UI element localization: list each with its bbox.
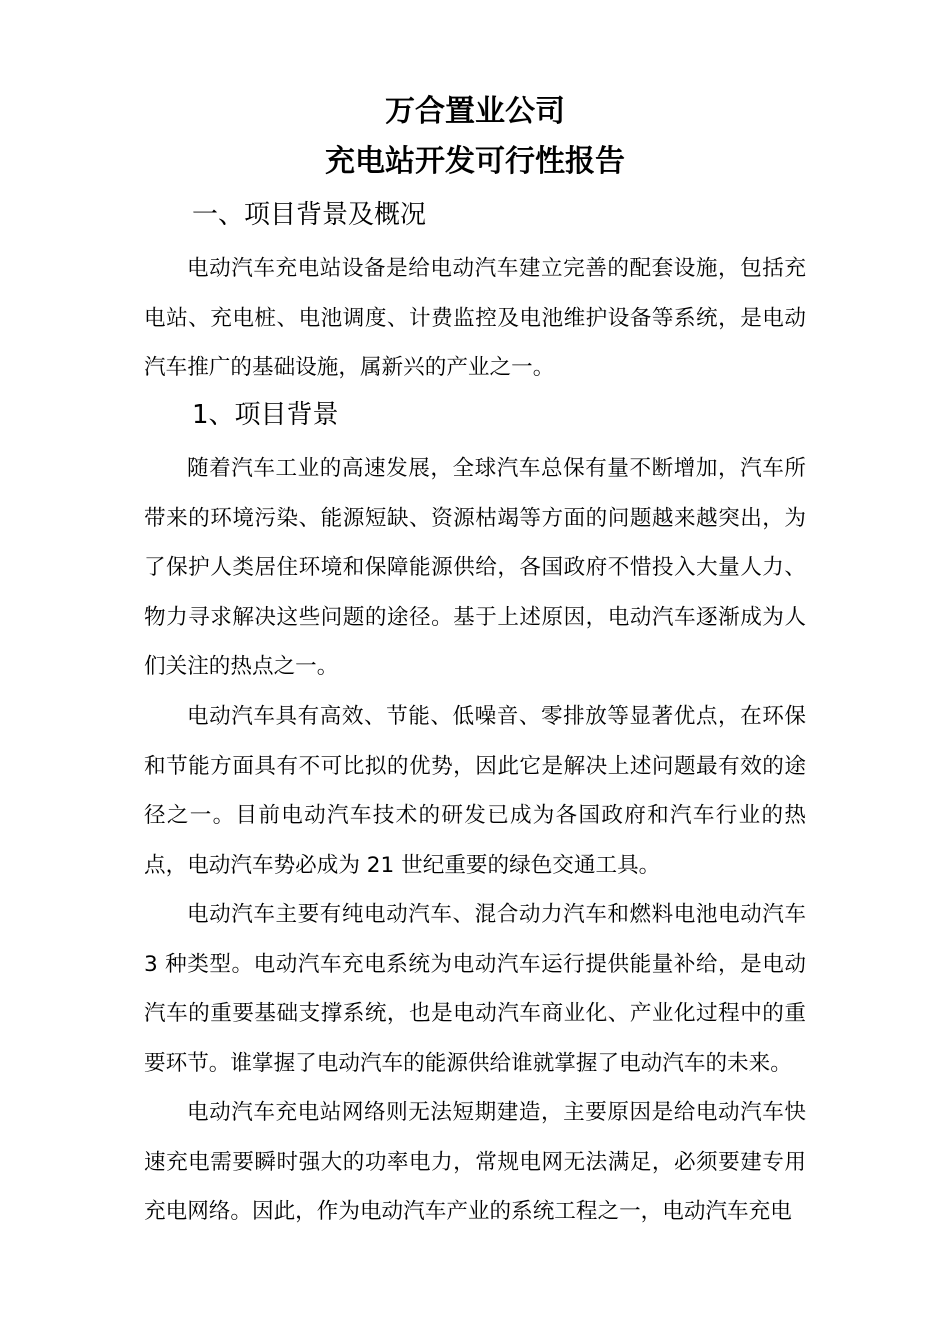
- document-title-company: 万合置业公司: [385, 94, 565, 129]
- paragraph-1: 随着汽车工业的高速发展，全球汽车总保有量不断增加，汽车所带来的环境污染、能源短缺、资源枯竭等方面的问题越来越突出，为了保护人类居住环境和保障能源供给，各国政府不惜投入大量人力、物力寻求解决这些问题的途径。基于上述原因，电动汽车逐渐成为人们关注的热点之一。: [144, 456, 806, 679]
- document-title-report: 充电站开发可行性报告: [325, 144, 625, 179]
- paragraph-4: 电动汽车充电站网络则无法短期建造，主要原因是给电动汽车快速充电需要瞬时强大的功率电力，常规电网无法满足，必须要建专用充电网络。因此，作为电动汽车产业的系统工程之一，电动汽车充电: [144, 1100, 806, 1224]
- paragraph-intro: 电动汽车充电站设备是给电动汽车建立完善的配套设施，包括充电站、充电桩、电池调度、计费监控及电池维护设备等系统，是电动汽车推广的基础设施，属新兴的产业之一。: [144, 256, 806, 380]
- paragraph-3: 电动汽车主要有纯电动汽车、混合动力汽车和燃料电池电动汽车 3 种类型。电动汽车充电系统为电动汽车运行提供能量补给，是电动汽车的重要基础支撑系统，也是电动汽车商业化、产业化过程中的重要环节。谁掌握了电动汽车的能源供给谁就掌握了电动汽车的未来。: [144, 902, 806, 1076]
- section-heading-background-overview: 一、项目背景及概况: [192, 200, 427, 230]
- subsection-heading-project-background: 1、项目背景: [192, 400, 339, 430]
- paragraph-2: 电动汽车具有高效、节能、低噪音、零排放等显著优点，在环保和节能方面具有不可比拟的优势，因此它是解决上述问题最有效的途径之一。目前电动汽车技术的研发已成为各国政府和汽车行业的热点，电动汽车势必成为 21 世纪重要的绿色交通工具。: [144, 704, 806, 878]
